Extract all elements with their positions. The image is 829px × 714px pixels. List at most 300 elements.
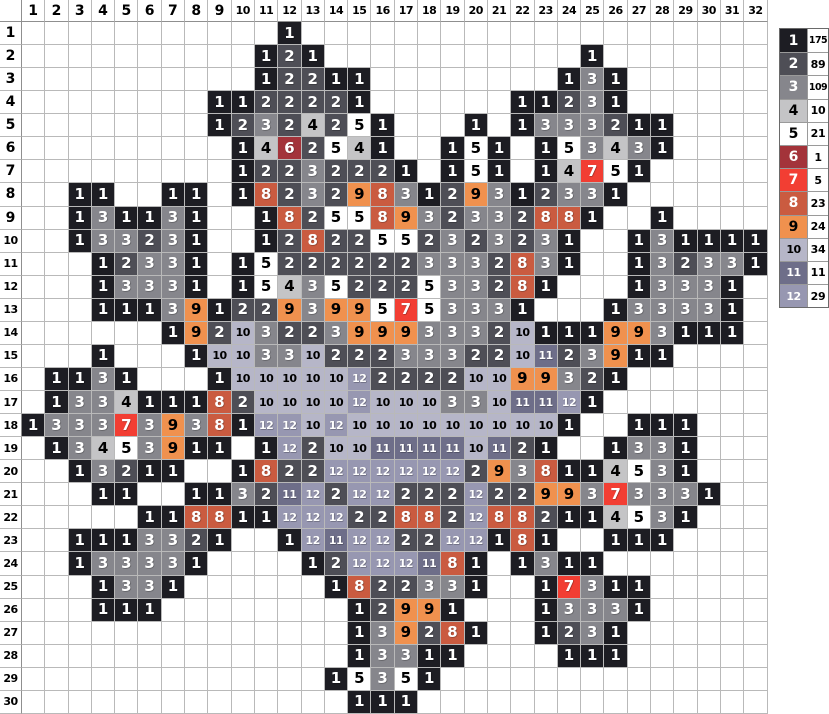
- grid-cell[interactable]: 8: [511, 253, 534, 276]
- grid-cell[interactable]: 2: [208, 322, 231, 345]
- grid-cell[interactable]: 1: [418, 645, 441, 668]
- grid-cell[interactable]: [558, 22, 581, 45]
- grid-cell[interactable]: [651, 599, 674, 622]
- grid-cell[interactable]: 1: [115, 599, 138, 622]
- legend-item[interactable]: [780, 284, 828, 307]
- grid-cell[interactable]: 3: [628, 437, 651, 460]
- grid-cell[interactable]: 10: [278, 368, 301, 391]
- grid-cell[interactable]: 2: [558, 622, 581, 645]
- grid-cell[interactable]: 9: [395, 207, 418, 230]
- grid-cell[interactable]: [488, 45, 511, 68]
- grid-cell[interactable]: [674, 529, 697, 552]
- grid-cell[interactable]: 1: [441, 599, 464, 622]
- grid-cell[interactable]: [511, 691, 534, 714]
- grid-cell[interactable]: 8: [441, 552, 464, 575]
- grid-cell[interactable]: [185, 114, 208, 137]
- grid-cell[interactable]: [418, 137, 441, 160]
- grid-cell[interactable]: 3: [441, 276, 464, 299]
- grid-cell[interactable]: [92, 68, 115, 91]
- grid-cell[interactable]: [92, 645, 115, 668]
- grid-cell[interactable]: [511, 576, 534, 599]
- grid-cell[interactable]: 1: [488, 529, 511, 552]
- grid-cell[interactable]: 10: [348, 437, 371, 460]
- grid-cell[interactable]: [185, 645, 208, 668]
- grid-cell[interactable]: [581, 437, 604, 460]
- grid-cell[interactable]: 2: [278, 91, 301, 114]
- grid-cell[interactable]: [721, 691, 744, 714]
- grid-cell[interactable]: 4: [92, 437, 115, 460]
- grid-cell[interactable]: 1: [185, 253, 208, 276]
- grid-cell[interactable]: [45, 207, 68, 230]
- grid-cell[interactable]: 1: [581, 645, 604, 668]
- grid-cell[interactable]: 2: [325, 552, 348, 575]
- grid-cell[interactable]: [488, 599, 511, 622]
- grid-cell[interactable]: 1: [535, 276, 558, 299]
- grid-cell[interactable]: 1: [208, 114, 231, 137]
- grid-cell[interactable]: [22, 91, 45, 114]
- grid-cell[interactable]: [22, 114, 45, 137]
- grid-cell[interactable]: 1: [604, 91, 627, 114]
- grid-cell[interactable]: [488, 91, 511, 114]
- grid-cell[interactable]: 1: [604, 622, 627, 645]
- grid-cell[interactable]: [45, 91, 68, 114]
- grid-cell[interactable]: 3: [92, 207, 115, 230]
- grid-cell[interactable]: 5: [465, 137, 488, 160]
- grid-cell[interactable]: 3: [418, 322, 441, 345]
- grid-cell[interactable]: 3: [255, 114, 278, 137]
- grid-cell[interactable]: [22, 460, 45, 483]
- grid-cell[interactable]: [92, 22, 115, 45]
- grid-cell[interactable]: 1: [651, 529, 674, 552]
- grid-cell[interactable]: 3: [115, 576, 138, 599]
- grid-cell[interactable]: 1: [162, 506, 185, 529]
- grid-cell[interactable]: 1: [535, 437, 558, 460]
- grid-cell[interactable]: 2: [395, 368, 418, 391]
- grid-cell[interactable]: [45, 599, 68, 622]
- grid-cell[interactable]: [92, 160, 115, 183]
- grid-cell[interactable]: 2: [488, 483, 511, 506]
- grid-cell[interactable]: [418, 114, 441, 137]
- grid-cell[interactable]: 2: [302, 137, 325, 160]
- grid-cell[interactable]: 3: [651, 460, 674, 483]
- grid-cell[interactable]: [45, 322, 68, 345]
- grid-cell[interactable]: [185, 576, 208, 599]
- grid-cell[interactable]: [232, 22, 255, 45]
- grid-cell[interactable]: 1: [558, 645, 581, 668]
- grid-cell[interactable]: 9: [395, 622, 418, 645]
- grid-cell[interactable]: 3: [138, 437, 161, 460]
- grid-cell[interactable]: [22, 668, 45, 691]
- grid-cell[interactable]: 12: [441, 460, 464, 483]
- grid-cell[interactable]: [558, 437, 581, 460]
- grid-cell[interactable]: [22, 230, 45, 253]
- grid-cell[interactable]: [721, 529, 744, 552]
- grid-cell[interactable]: 8: [278, 207, 301, 230]
- grid-cell[interactable]: 11: [511, 391, 534, 414]
- grid-cell[interactable]: 3: [535, 230, 558, 253]
- grid-cell[interactable]: 9: [162, 414, 185, 437]
- grid-cell[interactable]: 4: [604, 460, 627, 483]
- grid-cell[interactable]: [22, 299, 45, 322]
- grid-cell[interactable]: [558, 276, 581, 299]
- legend-item[interactable]: [780, 99, 828, 122]
- grid-cell[interactable]: 2: [348, 506, 371, 529]
- grid-cell[interactable]: [138, 137, 161, 160]
- grid-cell[interactable]: 3: [371, 645, 394, 668]
- grid-cell[interactable]: 2: [325, 253, 348, 276]
- grid-cell[interactable]: [208, 668, 231, 691]
- grid-cell[interactable]: 2: [395, 483, 418, 506]
- grid-cell[interactable]: 1: [232, 506, 255, 529]
- grid-cell[interactable]: [628, 68, 651, 91]
- grid-cell[interactable]: 3: [558, 114, 581, 137]
- grid-cell[interactable]: 3: [418, 576, 441, 599]
- grid-cell[interactable]: 3: [162, 529, 185, 552]
- grid-cell[interactable]: 1: [138, 299, 161, 322]
- grid-cell[interactable]: [162, 483, 185, 506]
- grid-cell[interactable]: 3: [465, 207, 488, 230]
- grid-cell[interactable]: [302, 668, 325, 691]
- grid-cell[interactable]: 1: [604, 529, 627, 552]
- grid-cell[interactable]: [721, 345, 744, 368]
- grid-cell[interactable]: 3: [628, 137, 651, 160]
- grid-cell[interactable]: 1: [69, 552, 92, 575]
- grid-cell[interactable]: [441, 45, 464, 68]
- grid-cell[interactable]: [721, 137, 744, 160]
- grid-cell[interactable]: 1: [232, 460, 255, 483]
- grid-cell[interactable]: 3: [698, 276, 721, 299]
- grid-cell[interactable]: 12: [302, 506, 325, 529]
- grid-cell[interactable]: [69, 299, 92, 322]
- grid-cell[interactable]: 4: [278, 276, 301, 299]
- grid-cell[interactable]: [22, 645, 45, 668]
- grid-cell[interactable]: [22, 506, 45, 529]
- grid-cell[interactable]: [744, 599, 767, 622]
- grid-cell[interactable]: [232, 207, 255, 230]
- legend-swatch[interactable]: 6: [780, 146, 808, 168]
- grid-cell[interactable]: 1: [45, 437, 68, 460]
- grid-cell[interactable]: 1: [115, 299, 138, 322]
- grid-cell[interactable]: 3: [441, 322, 464, 345]
- grid-cell[interactable]: 2: [535, 183, 558, 206]
- grid-cell[interactable]: [721, 207, 744, 230]
- grid-cell[interactable]: 1: [69, 368, 92, 391]
- grid-cell[interactable]: [69, 691, 92, 714]
- grid-cell[interactable]: [581, 276, 604, 299]
- grid-cell[interactable]: [162, 114, 185, 137]
- grid-cell[interactable]: [302, 691, 325, 714]
- grid-cell[interactable]: [69, 622, 92, 645]
- grid-cell[interactable]: 3: [162, 230, 185, 253]
- grid-cell[interactable]: 5: [418, 299, 441, 322]
- grid-cell[interactable]: 1: [721, 299, 744, 322]
- grid-cell[interactable]: 7: [115, 414, 138, 437]
- grid-cell[interactable]: [69, 599, 92, 622]
- grid-cell[interactable]: 5: [371, 299, 394, 322]
- grid-cell[interactable]: [628, 622, 651, 645]
- grid-cell[interactable]: [604, 45, 627, 68]
- grid-cell[interactable]: 12: [255, 414, 278, 437]
- grid-cell[interactable]: [232, 691, 255, 714]
- grid-cell[interactable]: [185, 368, 208, 391]
- grid-cell[interactable]: 8: [535, 460, 558, 483]
- grid-cell[interactable]: [628, 183, 651, 206]
- grid-cell[interactable]: 3: [581, 114, 604, 137]
- grid-cell[interactable]: 12: [348, 368, 371, 391]
- grid-cell[interactable]: 2: [418, 230, 441, 253]
- grid-cell[interactable]: 10: [511, 345, 534, 368]
- grid-cell[interactable]: 2: [115, 253, 138, 276]
- grid-cell[interactable]: 1: [441, 645, 464, 668]
- grid-cell[interactable]: [92, 691, 115, 714]
- grid-cell[interactable]: [744, 160, 767, 183]
- grid-cell[interactable]: [511, 668, 534, 691]
- grid-cell[interactable]: 10: [208, 345, 231, 368]
- grid-cell[interactable]: 11: [418, 437, 441, 460]
- grid-cell[interactable]: 2: [325, 91, 348, 114]
- grid-cell[interactable]: 2: [395, 253, 418, 276]
- grid-cell[interactable]: [418, 22, 441, 45]
- grid-cell[interactable]: 1: [488, 160, 511, 183]
- grid-cell[interactable]: [22, 622, 45, 645]
- grid-cell[interactable]: [511, 160, 534, 183]
- grid-cell[interactable]: [604, 414, 627, 437]
- grid-cell[interactable]: 8: [511, 506, 534, 529]
- grid-cell[interactable]: 9: [185, 299, 208, 322]
- grid-cell[interactable]: [325, 622, 348, 645]
- grid-cell[interactable]: 10: [488, 414, 511, 437]
- grid-cell[interactable]: 3: [581, 68, 604, 91]
- grid-cell[interactable]: 2: [488, 253, 511, 276]
- grid-cell[interactable]: 3: [674, 276, 697, 299]
- grid-cell[interactable]: [232, 68, 255, 91]
- grid-cell[interactable]: [162, 68, 185, 91]
- grid-cell[interactable]: 5: [604, 160, 627, 183]
- grid-cell[interactable]: [278, 645, 301, 668]
- grid-cell[interactable]: 12: [348, 483, 371, 506]
- legend-swatch[interactable]: 4: [780, 100, 808, 122]
- grid-cell[interactable]: 1: [92, 483, 115, 506]
- grid-cell[interactable]: [115, 160, 138, 183]
- grid-cell[interactable]: [302, 599, 325, 622]
- grid-cell[interactable]: [698, 529, 721, 552]
- grid-cell[interactable]: 8: [488, 506, 511, 529]
- grid-cell[interactable]: [465, 599, 488, 622]
- grid-cell[interactable]: 3: [581, 183, 604, 206]
- grid-cell[interactable]: [721, 368, 744, 391]
- grid-cell[interactable]: 10: [255, 368, 278, 391]
- grid-cell[interactable]: [162, 91, 185, 114]
- grid-cell[interactable]: 1: [162, 183, 185, 206]
- grid-cell[interactable]: [558, 299, 581, 322]
- grid-cell[interactable]: 1: [581, 322, 604, 345]
- grid-cell[interactable]: 1: [511, 552, 534, 575]
- grid-cell[interactable]: 10: [465, 437, 488, 460]
- grid-cell[interactable]: [162, 45, 185, 68]
- grid-cell[interactable]: 1: [232, 183, 255, 206]
- grid-cell[interactable]: 1: [674, 460, 697, 483]
- grid-cell[interactable]: 2: [581, 368, 604, 391]
- grid-cell[interactable]: [232, 45, 255, 68]
- grid-cell[interactable]: [744, 276, 767, 299]
- grid-cell[interactable]: [325, 691, 348, 714]
- grid-cell[interactable]: 10: [278, 391, 301, 414]
- grid-cell[interactable]: 8: [255, 460, 278, 483]
- grid-cell[interactable]: [138, 645, 161, 668]
- grid-cell[interactable]: [371, 68, 394, 91]
- grid-cell[interactable]: 2: [232, 391, 255, 414]
- grid-cell[interactable]: [45, 276, 68, 299]
- grid-cell[interactable]: 12: [395, 460, 418, 483]
- grid-cell[interactable]: 1: [465, 552, 488, 575]
- grid-cell[interactable]: 3: [395, 645, 418, 668]
- grid-cell[interactable]: 1: [208, 483, 231, 506]
- grid-cell[interactable]: 9: [395, 322, 418, 345]
- grid-cell[interactable]: [581, 253, 604, 276]
- grid-cell[interactable]: 3: [162, 253, 185, 276]
- grid-cell[interactable]: [185, 91, 208, 114]
- grid-cell[interactable]: 10: [302, 368, 325, 391]
- grid-cell[interactable]: 11: [441, 437, 464, 460]
- grid-cell[interactable]: [698, 622, 721, 645]
- grid-cell[interactable]: [138, 183, 161, 206]
- grid-cell[interactable]: 2: [325, 345, 348, 368]
- grid-cell[interactable]: [674, 91, 697, 114]
- grid-cell[interactable]: [208, 576, 231, 599]
- legend-swatch[interactable]: 1: [780, 29, 808, 52]
- grid-cell[interactable]: [674, 207, 697, 230]
- grid-cell[interactable]: [278, 668, 301, 691]
- grid-cell[interactable]: [744, 622, 767, 645]
- grid-cell[interactable]: 3: [395, 183, 418, 206]
- grid-cell[interactable]: 3: [651, 230, 674, 253]
- grid-cell[interactable]: [138, 114, 161, 137]
- grid-cell[interactable]: 2: [255, 299, 278, 322]
- grid-cell[interactable]: 2: [348, 345, 371, 368]
- grid-cell[interactable]: 1: [488, 137, 511, 160]
- grid-cell[interactable]: [674, 114, 697, 137]
- grid-cell[interactable]: 1: [185, 552, 208, 575]
- grid-cell[interactable]: 1: [371, 114, 394, 137]
- grid-cell[interactable]: 1: [604, 183, 627, 206]
- grid-cell[interactable]: 1: [674, 230, 697, 253]
- grid-cell[interactable]: 3: [302, 299, 325, 322]
- grid-cell[interactable]: [721, 483, 744, 506]
- grid-cell[interactable]: 3: [651, 299, 674, 322]
- grid-cell[interactable]: 5: [628, 506, 651, 529]
- grid-cell[interactable]: 1: [138, 207, 161, 230]
- grid-cell[interactable]: 3: [45, 414, 68, 437]
- grid-cell[interactable]: [92, 622, 115, 645]
- grid-cell[interactable]: 2: [418, 622, 441, 645]
- grid-cell[interactable]: 1: [558, 414, 581, 437]
- grid-cell[interactable]: 3: [651, 276, 674, 299]
- grid-cell[interactable]: 3: [395, 345, 418, 368]
- grid-cell[interactable]: [744, 45, 767, 68]
- grid-cell[interactable]: [185, 68, 208, 91]
- grid-cell[interactable]: [45, 483, 68, 506]
- grid-cell[interactable]: 3: [92, 460, 115, 483]
- grid-cell[interactable]: [698, 391, 721, 414]
- grid-cell[interactable]: 12: [465, 483, 488, 506]
- grid-cell[interactable]: 2: [278, 183, 301, 206]
- legend-swatch[interactable]: 12: [780, 285, 808, 307]
- grid-cell[interactable]: [278, 576, 301, 599]
- grid-cell[interactable]: 1: [302, 45, 325, 68]
- grid-cell[interactable]: [22, 137, 45, 160]
- grid-cell[interactable]: 1: [651, 414, 674, 437]
- grid-cell[interactable]: [232, 622, 255, 645]
- grid-cell[interactable]: 8: [511, 276, 534, 299]
- grid-cell[interactable]: 12: [348, 460, 371, 483]
- grid-cell[interactable]: [674, 668, 697, 691]
- legend-swatch[interactable]: 10: [780, 239, 808, 261]
- grid-cell[interactable]: 1: [69, 207, 92, 230]
- grid-cell[interactable]: [255, 645, 278, 668]
- grid-cell[interactable]: 10: [371, 414, 394, 437]
- grid-cell[interactable]: 2: [558, 345, 581, 368]
- grid-cell[interactable]: 1: [255, 230, 278, 253]
- grid-cell[interactable]: [185, 22, 208, 45]
- grid-cell[interactable]: [162, 622, 185, 645]
- grid-cell[interactable]: [22, 576, 45, 599]
- grid-cell[interactable]: [698, 91, 721, 114]
- grid-cell[interactable]: 12: [371, 483, 394, 506]
- grid-cell[interactable]: 3: [418, 253, 441, 276]
- grid-cell[interactable]: [604, 22, 627, 45]
- grid-cell[interactable]: 3: [138, 576, 161, 599]
- grid-cell[interactable]: 5: [348, 207, 371, 230]
- grid-cell[interactable]: [698, 552, 721, 575]
- grid-cell[interactable]: [628, 91, 651, 114]
- grid-cell[interactable]: 3: [69, 437, 92, 460]
- grid-cell[interactable]: 5: [418, 276, 441, 299]
- grid-cell[interactable]: 12: [302, 483, 325, 506]
- grid-cell[interactable]: 1: [185, 207, 208, 230]
- grid-cell[interactable]: 9: [348, 299, 371, 322]
- grid-cell[interactable]: [628, 552, 651, 575]
- grid-cell[interactable]: 1: [651, 345, 674, 368]
- grid-cell[interactable]: [651, 68, 674, 91]
- grid-cell[interactable]: 1: [628, 276, 651, 299]
- grid-cell[interactable]: [22, 437, 45, 460]
- grid-cell[interactable]: 9: [348, 183, 371, 206]
- grid-cell[interactable]: 12: [558, 391, 581, 414]
- grid-cell[interactable]: 2: [325, 114, 348, 137]
- grid-cell[interactable]: 1: [348, 691, 371, 714]
- grid-cell[interactable]: [488, 576, 511, 599]
- grid-cell[interactable]: [628, 22, 651, 45]
- grid-cell[interactable]: 8: [558, 207, 581, 230]
- grid-cell[interactable]: 1: [185, 230, 208, 253]
- grid-cell[interactable]: [255, 576, 278, 599]
- grid-cell[interactable]: [604, 207, 627, 230]
- grid-cell[interactable]: 1: [628, 230, 651, 253]
- grid-cell[interactable]: [744, 552, 767, 575]
- grid-cell[interactable]: 3: [698, 299, 721, 322]
- grid-cell[interactable]: [162, 668, 185, 691]
- grid-cell[interactable]: 1: [581, 45, 604, 68]
- grid-cell[interactable]: 1: [92, 529, 115, 552]
- grid-cell[interactable]: 5: [325, 207, 348, 230]
- grid-cell[interactable]: [162, 22, 185, 45]
- grid-cell[interactable]: 3: [278, 345, 301, 368]
- grid-cell[interactable]: 9: [511, 368, 534, 391]
- grid-cell[interactable]: 1: [581, 391, 604, 414]
- grid-cell[interactable]: 3: [535, 114, 558, 137]
- grid-cell[interactable]: [535, 68, 558, 91]
- grid-cell[interactable]: 9: [535, 368, 558, 391]
